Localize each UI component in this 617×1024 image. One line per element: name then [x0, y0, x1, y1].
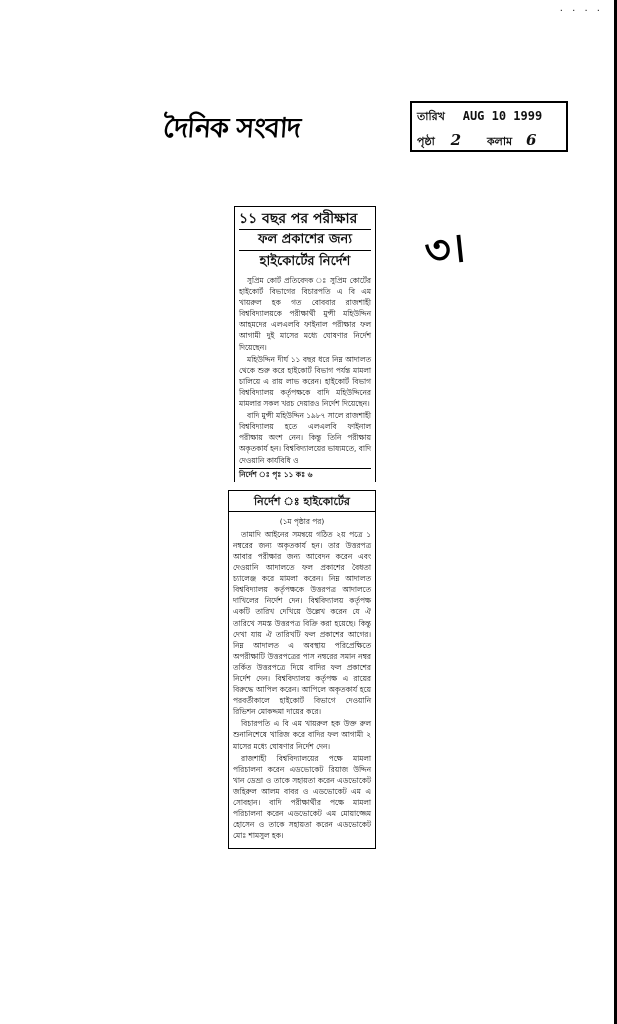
article-body	[234, 273, 376, 482]
article-paragraph: বাদি মুন্সী মহিউদ্দিন ১৯৮৭ সালে রাজশাহী বিশ্ববিদ্যালয় হতে এলএলবি ফাইনাল পরীক্ষায় অংশ নেন। কিন্তু তিনি পরীক্ষায় অকৃতকার্য হন। বিশ্ববিদ্যালয়ের ভাষ্যমতে, বাদি দেওয়ানি কার্যবিধি ও	[239, 411, 371, 465]
continuation-paragraph: রাজশাহী বিশ্ববিদ্যালয়ের পক্ষে মামলা পরিচালনা করেন এডভোকেট রিয়াজ উদ্দিন খান ডেভ্রা ও তাকে সহায়তা করেন এডভোকেট জহিরুল আলম বাবর ও এডভোকেট এম এ সোবহান। বাদি পরীক্ষার্থীর পক্ষে মামলা পরিচালনা করেন এডভোকেট এম মোয়াজ্জেম হোসেন ও তাকে সহায়তা করেন এডভোকেট মোঃ শামসুল হক।	[233, 753, 371, 841]
continuation-body	[228, 512, 376, 850]
article-paragraph: সুপ্রিম কোর্ট প্রতিবেদক ঃ সুপ্রিম কোর্টের হাইকোর্ট বিভাগের বিচারপতি এ বি এম খায়রুল হক গত বোববার রাজশাহী বিশ্ববিদ্যালয়কে পরীক্ষার্থী মুন্সী মহিউদ্দিন আহমদের এলএলবি ফাইনাল পরীক্ষার ফল আগামী দুই মাসের মধ্যে ঘোষণার নির্দেশ দিয়েছেন।	[239, 276, 371, 352]
jump-line: নির্দেশ ঃ পৃঃ ১১ কঃ ৬	[239, 468, 371, 480]
continuation-paragraph: তামাদি আইনের সমন্বয়ে গঠিত ২য় পত্রে ১ নম্বরের জন্য অকৃতকার্য হন। তার উত্তরপত্র আবার পরীক্ষার জন্য আবেদন করেন এবং দেওয়ানি আদালতে ফল প্রকাশের বৈধতা চ্যালেঞ্জ করে মামলা করেন। নিম্ন আদালত বিশ্ববিদ্যালয় কর্তৃপক্ষকে উত্তরপত্র আদালতে দাখিলের নির্দেশ দেন। বিশ্ববিদ্যালয় কর্তৃপক্ষ একটি তারিখ দেখিয়ে উল্লেখ করেন যে ঐ তারিখে সমস্ত উত্তরপত্র বিক্রি করা হয়েছে। কিন্তু দেখা যায় ঐ তারিখটি ফল প্রকাশের আগের। নিম্ন আদালত এ অবস্থায় পরিপ্রেক্ষিতে অপরীক্ষাটি উত্তরপত্রের পাস নম্বরের সমান নম্বর তর্কিত উত্তরপত্রে দিয়ে বাদির ফল প্রকাশের নির্দেশ দেন। বিশ্ববিদ্যালয় কর্তৃপক্ষ এ রায়ের বিরুদ্ধে আপিল করেন। আপিলে অকৃতকার্য হয়ে পরবর্তীকালে হাইকোর্ট বিভাগে দেওয়ানি রিভিশন মোকদ্দমা দায়ের করে।	[233, 529, 371, 717]
stamp-date-label: তারিখ	[417, 110, 445, 123]
stamp-column-value: 6	[526, 131, 537, 149]
stamp-page-value: 2	[450, 131, 462, 149]
newspaper-masthead: দৈনিক সংবাদ	[162, 113, 301, 144]
article-paragraph: মহিউদ্দিন দীর্ঘ ১১ বছর ধরে নিম্ন আদালত থেকে শুরু করে হাইকোর্ট বিভাগ পর্যন্ত মামলা চালিয়ে এ রায় লাভ করেন। হাইকোর্ট বিভাগ বিশ্ববিদ্যালয় কর্তৃপক্ষকে বাদি মহিউদ্দিনের মামলার সকল খরচ দেয়ারও নির্দেশ দিয়েছেন।	[239, 354, 371, 409]
headline-line-3: হাইকোর্টের নির্দেশ	[259, 254, 351, 269]
stamp-column-label: কলাম	[486, 135, 513, 148]
continuation-subhead: (১ম পৃষ্ঠার পর)	[279, 516, 325, 526]
date-stamp	[410, 101, 568, 152]
continuation-headline: নির্দেশ ঃ হাইকোর্টের	[228, 490, 376, 512]
scan-noise: · · · ·	[559, 6, 603, 17]
news-clipping	[226, 206, 376, 849]
stamp-date-value: AUG 10 1999	[462, 109, 543, 123]
headline-line-1: ১১ বছর পর পরীক্ষার	[239, 209, 371, 230]
handwritten-page-mark: ৩।	[422, 224, 468, 275]
stamp-page-label: পৃষ্ঠা	[417, 135, 435, 148]
headline-box	[234, 206, 376, 273]
continuation-paragraph: বিচারপতি এ বি এম খায়রুল হক উক্ত রুল শুনানিশেষে খারিজ করে বাদির ফল আগামী ২ মাসের মধ্যে ঘোষণার নির্দেশ দেন।	[233, 719, 371, 751]
headline-line-2: ফল প্রকাশের জন্য	[239, 230, 371, 251]
